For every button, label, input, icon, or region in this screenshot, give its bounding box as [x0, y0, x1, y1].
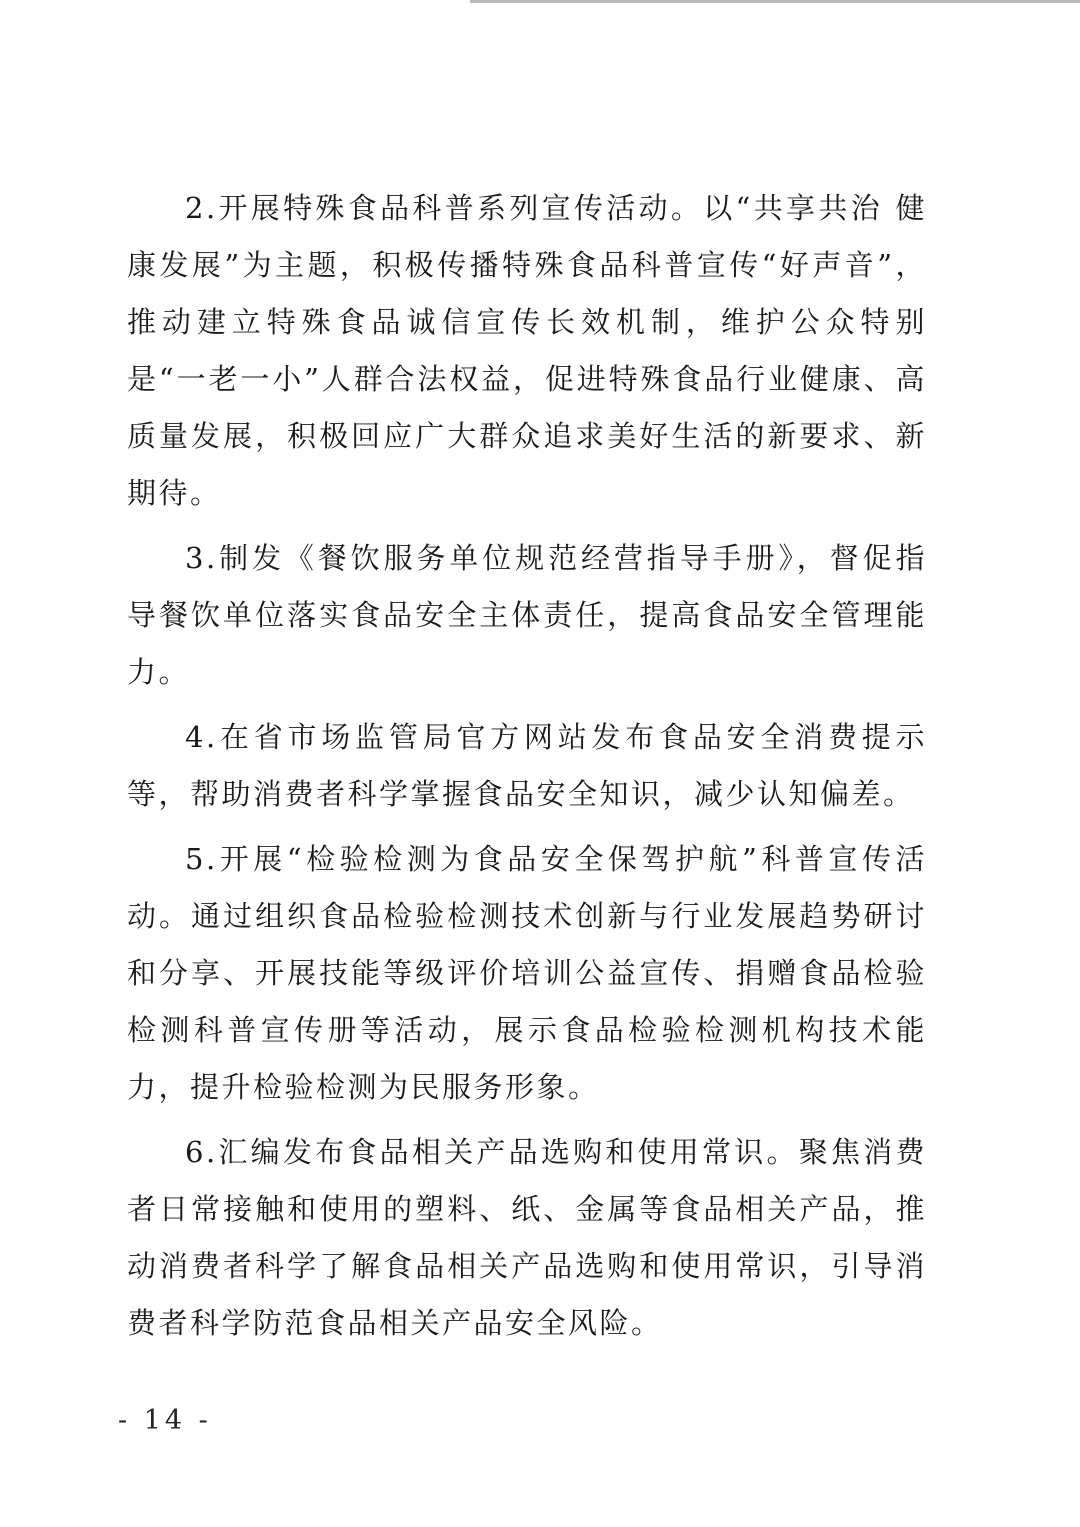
paragraph-item-4: 4.在省市场监管局官方网站发布食品安全消费提示等，帮助消费者科学掌握食品安全知识，减少认知偏差。	[127, 720, 927, 811]
paragraph-item-2: 2.开展特殊食品科普系列宣传活动。以“共享共治 健康发展”为主题，积极传播特殊食品科普宣传“好声音”，推动建立特殊食品诚信宣传长效机制，维护公众特别是“一老一小”人群合法权益，促进特殊食品行业健康、高质量发展，积极回应广大群众追求美好生活的新要求、新期待。	[127, 191, 927, 510]
paragraph-item-3: 3.制发《餐饮服务单位规范经营指导手册》，督促指导餐饮单位落实食品安全主体责任，提高食品安全管理能力。	[127, 541, 927, 689]
document-body	[127, 180, 927, 1352]
top-rule	[470, 0, 1080, 3]
paragraph-item-5: 5.开展“检验检测为食品安全保驾护航”科普宣传活动。通过组织食品检验检测技术创新与行业发展趋势研讨和分享、开展技能等级评价培训公益宣传、捐赠食品检验检测科普宣传册等活动，展示食品检验检测机构技术能力，提升检验检测为民服务形象。	[127, 842, 927, 1104]
page-number: - 14 -	[118, 1405, 212, 1436]
paragraph-item-6: 6.汇编发布食品相关产品选购和使用常识。聚焦消费者日常接触和使用的塑料、纸、金属等食品相关产品，推动消费者科学了解食品相关产品选购和使用常识，引导消费者科学防范食品相关产品安全风险。	[127, 1135, 927, 1340]
